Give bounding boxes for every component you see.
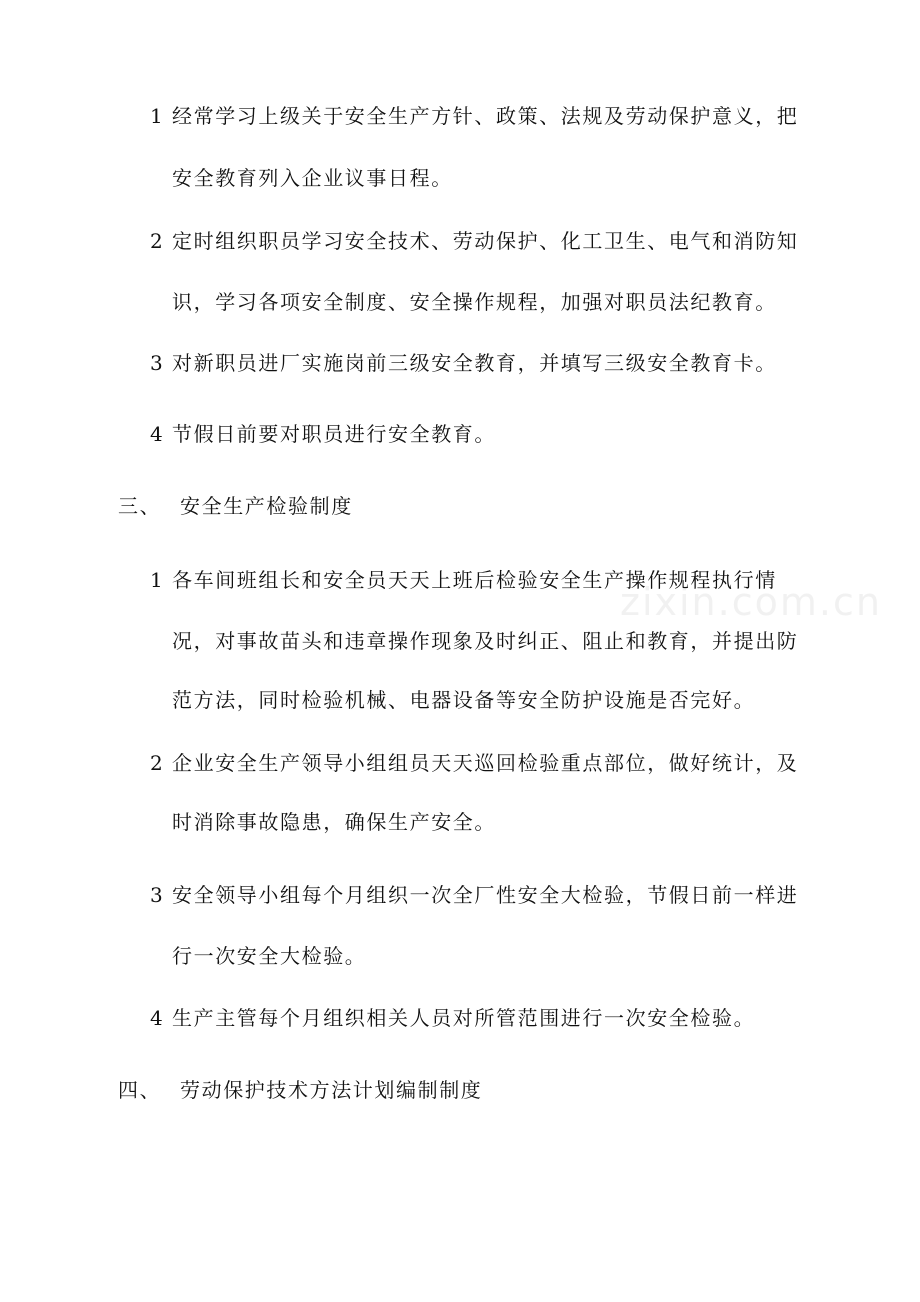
item-number: 3: [150, 351, 165, 375]
section-4-heading: [118, 1078, 482, 1102]
s3-item-1-line-1: [150, 568, 777, 592]
item-text: 节假日前要对职员进行安全教育。: [172, 422, 496, 446]
item-number: 1: [150, 568, 165, 592]
s3-item-3-line-2: 行一次安全大检验。: [172, 944, 367, 968]
item-3-line-1: [150, 351, 777, 375]
item-4-line-1: [150, 422, 496, 446]
item-2-line-2: 识，学习各项安全制度、安全操作规程，加强对职员法纪教育。: [172, 290, 777, 314]
item-text: 定时组织职员学习安全技术、劳动保护、化工卫生、电气和消防知: [172, 229, 799, 253]
watermark: zixin.com.cn: [620, 580, 882, 624]
item-2-line-1: [150, 229, 798, 253]
s3-item-1-line-2: 况，对事故苗头和违章操作现象及时纠正、阻止和教育，并提出防: [172, 629, 799, 653]
item-text: 经常学习上级关于安全生产方针、政策、法规及劳动保护意义，把: [172, 104, 799, 128]
item-number: 3: [150, 883, 165, 907]
s3-item-2-line-2: 时消除事故隐患，确保生产安全。: [172, 810, 496, 834]
item-number: 2: [150, 751, 165, 775]
item-number: 1: [150, 104, 165, 128]
section-marker: 四、: [118, 1078, 162, 1102]
item-number: 2: [150, 229, 165, 253]
item-text: 生产主管每个月组织相关人员对所管范围进行一次安全检验。: [172, 1006, 756, 1030]
s3-item-4-line-1: [150, 1006, 755, 1030]
section-3-heading: [118, 494, 353, 518]
s3-item-1-line-3: 范方法，同时检验机械、电器设备等安全防护设施是否完好。: [172, 688, 756, 712]
section-title: 劳动保护技术方法计划编制制度: [180, 1078, 483, 1102]
item-text: 各车间班组长和安全员天天上班后检验安全生产操作规程执行情: [172, 568, 777, 592]
section-title: 安全生产检验制度: [180, 494, 353, 518]
s3-item-3-line-1: [150, 883, 798, 907]
item-1-line-1: [150, 104, 798, 128]
item-text: 企业安全生产领导小组组员天天巡回检验重点部位，做好统计，及: [172, 751, 799, 775]
item-text: 对新职员进厂实施岗前三级安全教育，并填写三级安全教育卡。: [172, 351, 777, 375]
item-number: 4: [150, 1006, 165, 1030]
item-text: 安全领导小组每个月组织一次全厂性安全大检验，节假日前一样进: [172, 883, 799, 907]
s3-item-2-line-1: [150, 751, 798, 775]
section-marker: 三、: [118, 494, 162, 518]
item-number: 4: [150, 422, 165, 446]
item-1-line-2: 安全教育列入企业议事日程。: [172, 166, 453, 190]
